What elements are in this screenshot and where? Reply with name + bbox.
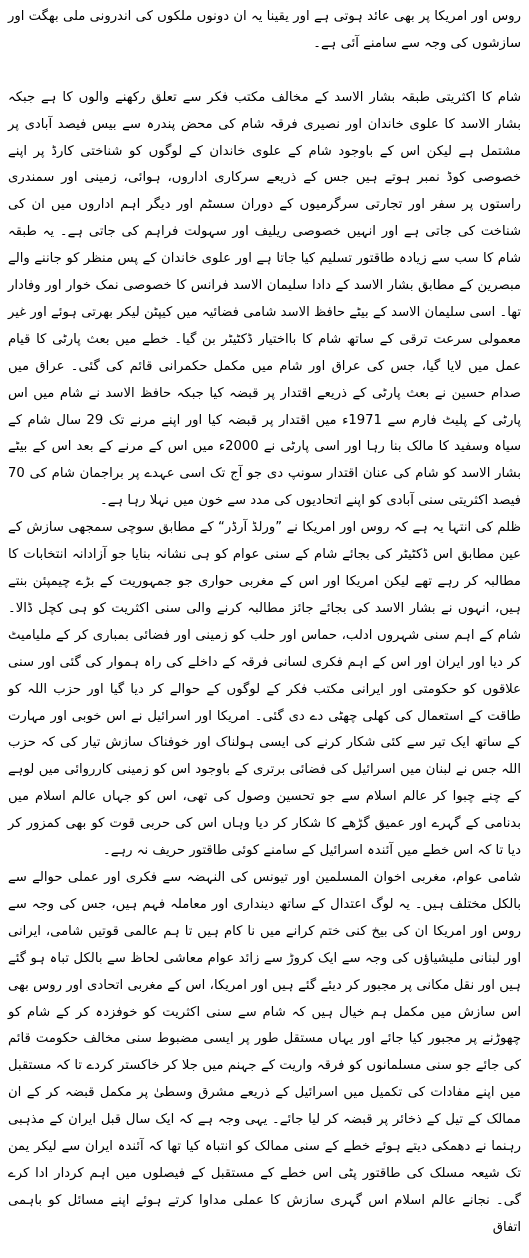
paragraph-spacer — [8, 58, 521, 85]
article-paragraph-1: روس اور امریکا پر بھی عائد ہوتی ہے اور یقینا یہ ان دونوں ملکوں کی اندرونی ملی بھگت اور سازشوں کی وجہ سے سامنے آئی ہے۔ — [8, 9, 521, 51]
article-paragraph-3: ظلم کی انتہا یہ ہے کہ روس اور امریکا نے ”ورلڈ آرڈر“ کے مطابق سوچی سمجھی سازش کے عین مطابق اس ڈکٹیٹر کی بجائے شام کے سنی عوام کو ہی نشانہ بنایا جو آزادانہ انتخابات کا مطالبہ کر رہے تھے لیکن امریکا اور اس کے مغربی حواری جو جمہوریت کے بڑے چیمپئن بنتے ہیں، انہوں نے بشار الاسد کی بجائے جائز مطالبہ کرنے والی سنی اکثریت کو ہی کچل ڈالا۔ شام کے اہم سنی شہروں ادلب، حماس اور حلب کو زمینی اور فضائی بمباری کر کے ملیامیٹ کر دیا اور ایران اور اس کے اہم فکری لسانی فرقہ کے داخلے کی راہ ہموار کی گئی اور سنی علاقوں کو حکومتی اور ایرانی مکتب فکر کے لوگوں کے حوالے کر دیا گیا اور حزب اللہ کو طاقت کے استعمال کی کھلی چھٹی دے دی گئی۔ امریکا اور اسرائیل نے اس خوبی اور مہارت کے ساتھ ایک تیر سے کئی شکار کرنے کی ایسی ہولناک اور خوفناک سازش تیار کی کہ حزب اللہ جس نے لبنان میں اسرائیل کی فضائی برتری کے باوجود اس کو زمینی کارروائی میں لوہے کے چنے چبوا کر عالم اسلام سے جو تحسین وصول کی تھی، اس کو جہاں عالم اسلام میں بدنامی کے گہرے اور عمیق گڑھے کا شکار کر دیا وہاں اس کی حربی قوت کو بھی کمزور کر دیا تا کہ اس خطے میں آئندہ اسرائیل کے سامنے کوئی طاقتور حریف نہ رہے۔ — [8, 520, 521, 859]
article-paragraph-2: شام کا اکثریتی طبقہ بشار الاسد کے مخالف مکتب فکر سے تعلق رکھنے والوں کا ہے جبکہ بشار الاسد کا علوی خاندان اور نصیری فرقہ شام کی محض پندرہ سے بیس فیصد آبادی پر مشتمل ہے لیکن اس کے باوجود شام کے علوی خاندان کے لوگوں کو شناختی کارڈ پر اپنے خصوصی کوڈ نمبر ہوتے ہیں جس کے ذریعے سرکاری اداروں، ہوائی، زمینی اور سمندری راستوں پر سفر اور تجارتی سرگرمیوں کے دوران سسٹم اور دیگر اہم اداروں میں ان کی شناخت کی جاتی ہے اور انہیں خصوصی ریلیف اور سہولت فراہم کی جاتی ہے۔ یہ طبقہ شام کا سب سے زیادہ طاقتور تسلیم کیا جاتا ہے اور علوی خاندان کے پس منظر کو جاننے والے مبصرین کے مطابق بشار الاسد کے دادا سلیمان الاسد فرانس کا خصوصی نمک خوار اور وفادار تھا۔ اسی سلیمان الاسد کے بیٹے حافظ الاسد شامی فضائیہ میں کیپٹن لیکر بھرتی ہوئے اور غیر معمولی سرعت ترقی کے ساتھ شام کا بااختیار ڈکٹیٹر بن گیا۔ خطے میں بعث پارٹی کا قیام عمل میں لایا گیا، جس کی عراق اور شام میں مکمل حکمرانی قائم کی گئی۔ عراق میں صدام حسین نے بعث پارٹی کے ذریعے اقتدار پر قبضہ کیا جبکہ حافظ الاسد نے شام میں اس پارٹی کے پلیٹ فارم سے 1971ء میں اقتدار پر قبضہ کیا اور اپنے مرنے تک 29 سال شام کے سیاہ وسفید کا مالک بنا رہا اور اسی پارٹی نے 2000ء میں اس کے مرنے کے بعد اس کے بیٹے بشار الاسد کو شام کی عنان اقتدار سونپ دی جو آج تک اسی عہدے پر براجمان شام کی 70 فیصد اکثریتی سنی آبادی کو اپنے اتحادیوں کی مدد سے خون میں نہلا رہا ہے۔ — [8, 89, 521, 509]
article-paragraph-4: شامی عوام، مغربی اخوان المسلمین اور تیونس کی النہضہ سے فکری اور عملی حوالے سے بالکل مختلف ہیں۔ یہ لوگ اعتدال کے ساتھ دینداری اور معاملہ فہم ہیں، جس کی وجہ سے روس اور امریکا ان کی بیخ کنی ختم کرانے میں نا کام ہیں تا ہم عالمی قوتیں شامی، ایرانی اور لبنانی ملیشیاؤں کی وجہ سے ایک کروڑ سے زائد عوام معاشی لحاظ سے بالکل تباہ ہو گئے ہیں اور نقل مکانی پر مجبور کر دیئے گئے ہیں اور امریکا، اس کے مغربی اتحادی اور روس بھی اس سازش میں مکمل ہم خیال ہیں کہ شام سے سنی اکثریت کو خوفزدہ کر کے شام کو چھوڑنے پر مجبور کیا جائے اور یہاں مستقل طور پر ایسی مضبوط سنی مخالف حکومت قائم کی جائے جو سنی مسلمانوں کو فرقہ واریت کے جہنم میں جلا کر خاکستر کردے تا کہ مستقبل میں اپنے مفادات کی تکمیل میں اسرائیل کے ذریعے مشرق وسطیٰ پر مکمل قبضہ کر کے ان ممالک کے تیل کے ذخائر پر قبضہ کر لیا جائے۔ یہی وجہ ہے کہ ایک سال قبل ایران کے مذہبی رہنما نے دھمکی دیتے ہوئے خطے کے سنی ممالک کو انتباہ کیا تھا کہ آئندہ ایران سے لیکر یمن تک شیعہ مسلک کی طاقتور پٹی اس خطے کے مستقبل کے فیصلوں میں اہم کردار ادا کرے گی۔ نجانے عالم اسلام اس گہری سازش کا عملی مداوا کرتے ہوئے اپنے مسائل کو باہمی اتفاق — [8, 869, 521, 1235]
